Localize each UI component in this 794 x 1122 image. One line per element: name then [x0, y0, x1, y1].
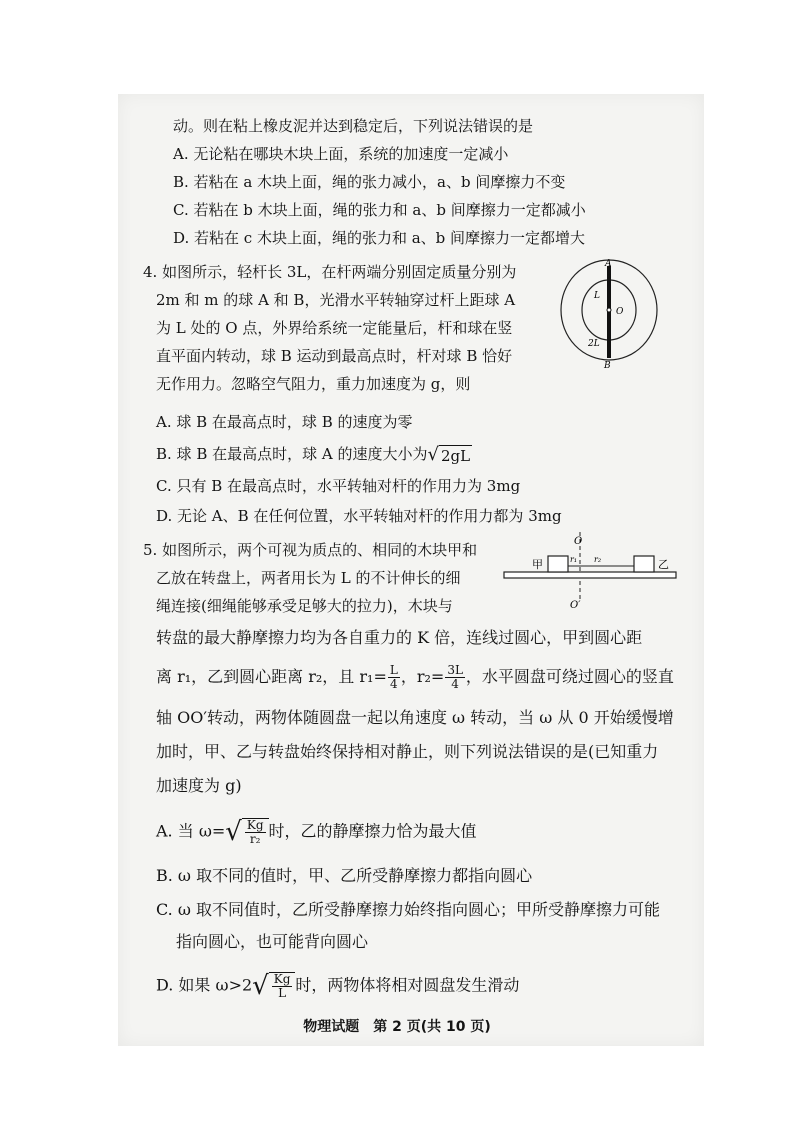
fraction-r1-den: 4: [390, 677, 398, 691]
q3-continuation: 动。则在粘上橡皮泥并达到稳定后，下列说法错误的是: [173, 117, 534, 135]
label-r2: r₂: [594, 555, 602, 564]
fraction-r2-den: 4: [451, 677, 459, 691]
q3-option-b: B. 若粘在 a 木块上面，绳的张力减小，a、b 间摩擦力不变: [173, 173, 566, 191]
q4-line-2: 2m 和 m 的球 A 和 B，光滑水平转轴穿过杆上距球 A: [156, 291, 516, 309]
label-l: L: [594, 291, 600, 301]
label-yi: 乙: [658, 558, 669, 571]
fraction-kg-r2-den: r₂: [249, 832, 261, 846]
q5-option-d: [156, 972, 519, 1000]
q5-line-5-b: ，r₂=: [400, 667, 445, 686]
q5-line-6: 轴 OO′转动，两物体随圆盘一起以角速度 ω 转动，当 ω 从 0 开始缓慢增: [156, 708, 674, 727]
q4-option-a: A. 球 B 在最高点时，球 B 的速度为零: [156, 413, 413, 431]
block-jia: [548, 556, 568, 572]
label-o-prime: O′: [570, 600, 581, 610]
label-b: B: [604, 361, 611, 371]
fraction-r2-num: 3L: [447, 663, 463, 677]
q4-line-3: 为 L 处的 O 点，外界给系统一定能量后，杆和球在竖: [156, 319, 513, 337]
q5-option-c-1: C. ω 取不同值时，乙所受静摩擦力始终指向圆心；甲所受静摩擦力可能: [156, 900, 660, 919]
q5-option-a: [156, 818, 477, 846]
q3-option-d: D. 若粘在 c 木块上面，绳的张力和 a、b 间摩擦力一定都增大: [173, 229, 586, 247]
q4-line-5: 无作用力。忽略空气阻力，重力加速度为 g，则: [156, 375, 471, 393]
q5-option-c-2: 指向圆心，也可能背向圆心: [176, 932, 369, 951]
sqrt-expression: √ $\frac{Kg}{L}$: [252, 972, 295, 1000]
sqrt-expression: √ $\frac{Kg}{\text{r₂}}$: [225, 818, 268, 846]
q5-line-7: 加时，甲、乙与转盘始终保持相对静止，则下列说法错误的是(已知重力: [156, 742, 659, 761]
q5-option-d-post: 时，两物体将相对圆盘发生滑动: [295, 975, 520, 995]
label-o: O: [616, 307, 624, 317]
fraction-kg-r2-num: Kg: [246, 818, 264, 832]
q5-line-3: 绳连接(细绳能够承受足够大的拉力)，木块与: [156, 597, 453, 615]
label-2l: 2L: [588, 339, 600, 349]
q5-line-8: 加速度为 g): [156, 776, 242, 795]
q4-option-b-root: 2gL: [440, 446, 471, 465]
q5-option-a-post: 时，乙的静摩擦力恰为最大值: [268, 821, 477, 841]
q5-option-b: B. ω 取不同的值时，甲、乙所受静摩擦力都指向圆心: [156, 866, 533, 885]
q3-option-c: C. 若粘在 b 木块上面，绳的张力和 a、b 间摩擦力一定都减小: [173, 201, 586, 219]
q4-line-4: 直平面内转动，球 B 运动到最高点时，杆对球 B 恰好: [156, 347, 513, 365]
fraction-kg-l: [272, 973, 293, 1000]
q5-option-d-pre: D. 如果 ω>2: [156, 975, 253, 995]
label-r1: r₁: [570, 555, 578, 564]
label-a: A: [605, 259, 612, 269]
label-o: O: [574, 536, 583, 547]
q3-option-a: A. 无论粘在哪块木块上面，系统的加速度一定减小: [173, 145, 509, 163]
q5-line-1: 5. 如图所示，两个可视为质点的、相同的木块甲和: [143, 541, 478, 559]
q5-line-2: 乙放在转盘上，两者用长为 L 的不计伸长的细: [156, 569, 461, 587]
q4-line-1: 4. 如图所示，轻杆长 3L，在杆两端分别固定质量分别为: [143, 263, 517, 281]
fraction-kg-l-num: Kg: [273, 972, 291, 986]
q5-line-5-c: ，水平圆盘可绕过圆心的竖直: [465, 667, 674, 686]
fraction-r2: [445, 664, 465, 691]
sqrt-expression: √ 2gL: [427, 444, 471, 466]
fraction-r1: [388, 664, 400, 691]
q5-line-5-a: 离 r₁，乙到圆心距离 r₂，且 r₁=: [156, 667, 387, 686]
q5-line-5: [156, 664, 674, 691]
axis-o: [607, 308, 611, 312]
ball-a: [607, 274, 611, 278]
fraction-kg-r2: [245, 819, 266, 846]
q4-rotating-rod-figure: [556, 256, 660, 374]
label-jia: 甲: [532, 558, 543, 571]
fraction-r1-num: L: [389, 663, 398, 677]
q5-line-4: 转盘的最大静摩擦力均为各自重力的 K 倍，连线过圆心，甲到圆心距: [156, 628, 643, 647]
q5-turntable-figure: [498, 530, 694, 610]
block-yi: [634, 556, 654, 572]
q4-option-d: D. 无论 A、B 在任何位置，水平转轴对杆的作用力都为 3mg: [156, 507, 562, 525]
page-footer: 物理试题 第 2 页(共 10 页): [303, 1019, 491, 1035]
q5-option-a-pre: A. 当 ω=: [156, 821, 226, 841]
fraction-kg-l-den: L: [278, 986, 287, 1000]
turntable: [504, 572, 676, 578]
q4-option-c: C. 只有 B 在最高点时，水平转轴对杆的作用力为 3mg: [156, 477, 521, 495]
q4-option-b: [156, 444, 472, 466]
q4-option-b-text: B. 球 B 在最高点时，球 A 的速度大小为: [156, 445, 428, 463]
